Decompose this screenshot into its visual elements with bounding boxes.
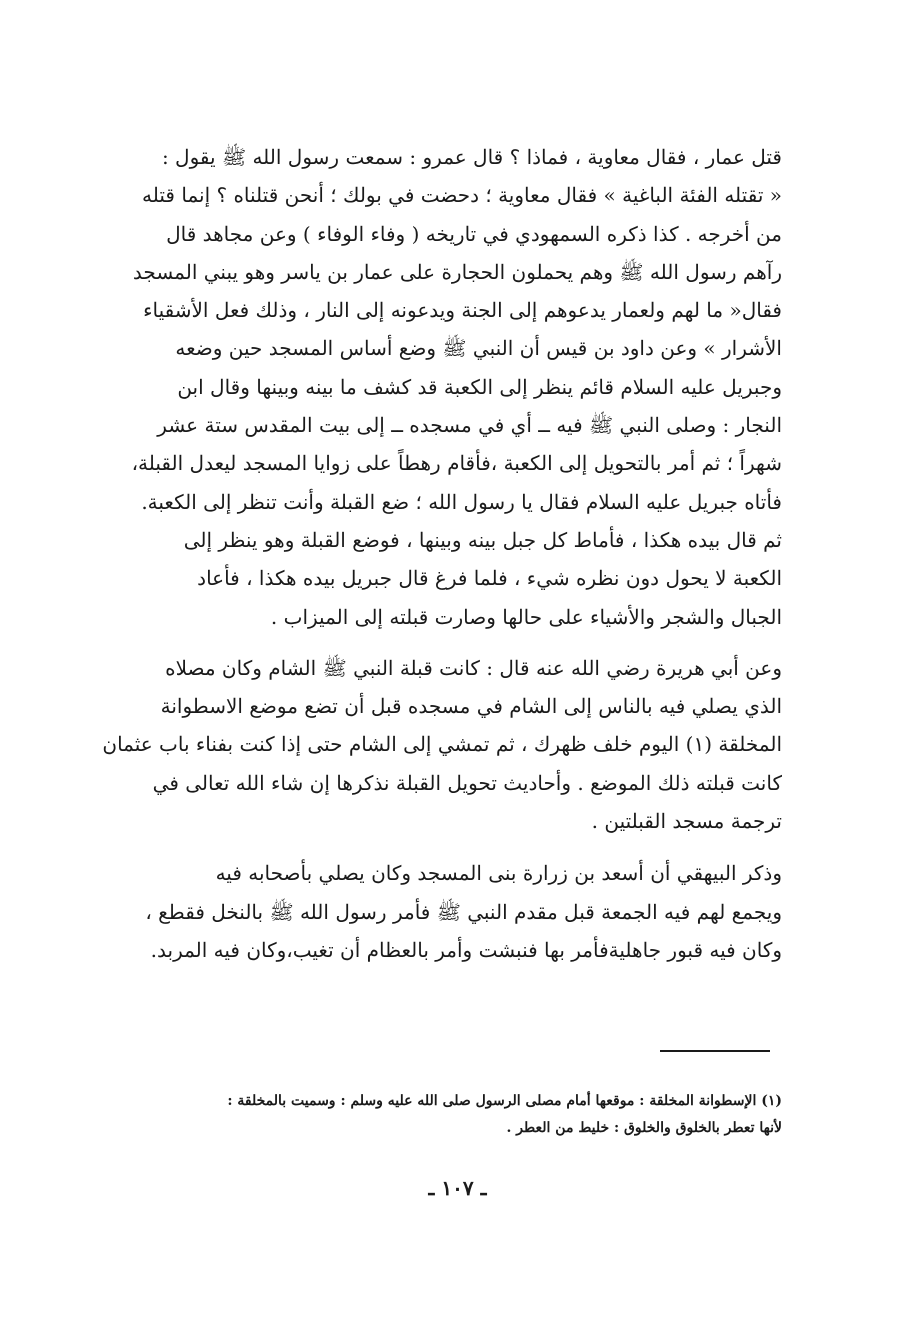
text-line: وجبريل عليه السلام قائم ينظر إلى الكعبة قد كشف ما بينه وبينها وقال ابن (177, 374, 782, 399)
text-line: ثم قال بيده هكذا ، فأماط كل جبل بينه وبينها ، فوضع القبلة وهو ينظر إلى (183, 527, 782, 552)
main-text (98, 138, 782, 969)
text-line: المخلقة (١) اليوم خلف ظهرك ، ثم تمشي إلى الشام حتى إذا كنت بفناء باب عثمان (102, 732, 782, 757)
page-number: ـ ١٠٧ ـ (428, 1176, 487, 1200)
footnote-separator (660, 1050, 770, 1052)
text-line: وكان فيه قبور جاهليةفأمر بها فنبشت وأمر بالعظام أن تغيب،وكان فيه المربد. (150, 937, 782, 962)
text-line: ترجمة مسجد القبلتين . (591, 809, 782, 834)
paragraph-1 (98, 138, 782, 636)
paragraph-gap (98, 840, 782, 854)
text-line: الجبال والشجر والأشياء على حالها وصارت قبلته إلى الميزاب . (270, 604, 782, 629)
text-line: النجار : وصلى النبي ﷺ فيه ــ أي في مسجده ــ إلى بيت المقدس ستة عشر (157, 413, 782, 438)
text-line: الكعبة لا يحول دون نظره شيء ، فلما فرغ قال جبريل بيده هكذا ، فأعاد (197, 566, 782, 591)
footnote-line: لأنها تعطر بالخلوق والخلوق : خليط من العطر . (506, 1120, 782, 1136)
paragraph-gap (98, 636, 782, 649)
text-line: فأتاه جبريل عليه السلام فقال يا رسول الله ؛ ضع القبلة وأنت تنظر إلى الكعبة. (141, 489, 782, 514)
paragraph-2 (98, 649, 782, 840)
paragraph-3 (98, 854, 782, 969)
text-line: وذكر البيهقي أن أسعد بن زرارة بنى المسجد وكان يصلي بأصحابه فيه (215, 861, 782, 886)
text-line: كانت قبلته ذلك الموضع . وأحاديث تحويل القبلة نذكرها إن شاء الله تعالى في (152, 770, 782, 795)
text-line: وعن أبي هريرة رضي الله عنه قال : كانت قبلة النبي ﷺ الشام وكان مصلاه (165, 655, 782, 680)
text-line: من أخرجه . كذا ذكره السمهودي في تاريخه ( وفاء الوفاء ) وعن مجاهد قال (166, 221, 782, 246)
text-line: فقال« ما لهم ولعمار يدعوهم إلى الجنة ويدعونه إلى النار ، وذلك فعل الأشقياء (143, 298, 782, 323)
text-line: الأشرار » وعن داود بن قيس أن النبي ﷺ وضع أساس المسجد حين وضعه (175, 336, 782, 361)
footnotes (98, 1088, 782, 1142)
footnote-line: (١) الإسطوانة المخلقة : موقعها أمام مصلى الرسول صلى الله عليه وسلم : وسميت بالمخلقة : (227, 1093, 782, 1109)
text-line: رآهم رسول الله ﷺ وهم يحملون الحجارة على عمار بن ياسر وهو يبني المسجد (132, 259, 782, 284)
text-line: ويجمع لهم فيه الجمعة قبل مقدم النبي ﷺ فأمر رسول الله ﷺ بالنخل فقطع ، (145, 899, 782, 924)
text-line: شهراً ؛ ثم أمر بالتحويل إلى الكعبة ،فأقام رهطاً على زوايا المسجد ليعدل القبلة، (131, 451, 782, 476)
text-line: قتل عمار ، فقال معاوية ، فماذا ؟ قال عمرو : سمعت رسول الله ﷺ يقول : (161, 145, 782, 169)
text-line: الذي يصلي فيه بالناس إلى الشام في مسجده قبل أن تضع موضع الاسطوانة (160, 694, 782, 719)
text-line: « تقتله الفئة الباغية » فقال معاوية ؛ دحضت في بولك ؛ أنحن قتلناه ؟ إنما قتله (142, 183, 782, 208)
